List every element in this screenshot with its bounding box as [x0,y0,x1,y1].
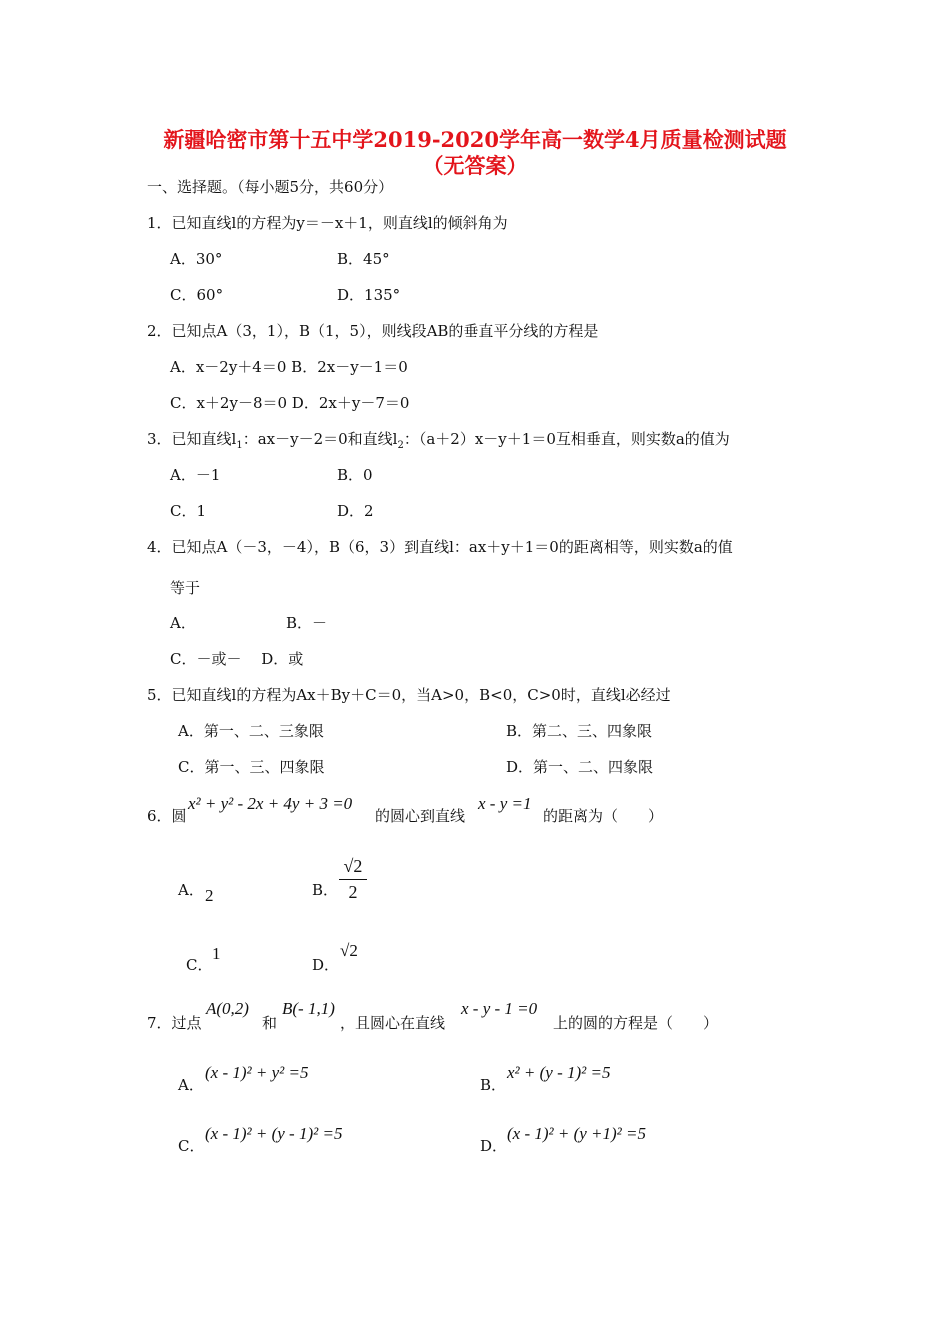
line-equation: x - y =1 [478,794,532,813]
question-2-options-ab: A．x－2y＋4＝0 B．2x－y－1＝0 [170,358,408,376]
question-7-option-b-label: B． [480,1076,507,1094]
fraction-root2-over-2 [339,856,367,903]
question-7-option-d-equation: (x - 1)² + (y +1)² =5 [507,1124,647,1143]
fraction-bar [339,879,367,880]
question-6-mid: 的圆心到直线 [375,807,466,825]
question-3-option-a: A．－1 [170,466,221,484]
question-6-option-c-value: 1 [212,944,221,963]
question-1-option-d: D．135° [337,286,401,304]
subscript-2: 2 [397,440,404,451]
question-6-option-d-label: D． [312,956,340,974]
question-7-option-a-label: A． [178,1076,204,1094]
question-3-stem [147,429,730,456]
question-3-stem-part2: ：ax－y－2＝0和直线l [242,430,398,448]
question-5-option-d: D．第一、二、四象限 [506,758,654,776]
question-5-option-b: B．第二、三、四象限 [506,722,653,740]
question-6-suffix: 的距离为（ ） [543,807,664,825]
question-1-option-a: A．30° [170,250,223,268]
question-4-stem: 4．已知点A（－3，－4），B（6，3）到直线l：ax＋y＋1＝0的距离相等，则实数a的值 [147,538,733,556]
question-3-option-c: C．1 [170,502,207,520]
question-2-options-cd: C．x＋2y－8＝0 D．2x＋y－7＝0 [170,394,410,412]
question-1-stem: 1．已知直线l的方程为y＝－x＋1，则直线l的倾斜角为 [147,214,508,232]
question-6-option-a-value: 2 [205,886,214,905]
question-3-option-b: B．0 [337,466,373,484]
question-3-option-d: D．2 [337,502,374,520]
document-title: 新疆哈密市第十五中学2019-2020学年高一数学4月质量检测试题 [163,127,787,152]
question-5-stem: 5．已知直线l的方程为Ax＋By＋C＝0，当A>0，B<0，C>0时，直线l必经过 [147,686,671,704]
section-heading: 一、选择题。（每小题5分，共60分） [147,178,394,196]
question-2-stem: 2．已知点A（3，1），B（1，5），则线段AB的垂直平分线的方程是 [147,322,599,340]
question-3-stem-part3: ：（a＋2）x－y＋1＝0互相垂直，则实数a的值为 [403,430,730,448]
question-4-stem-continued: 等于 [170,579,201,597]
question-7-and: 和 [262,1014,278,1032]
question-4-option-a: A． [170,614,196,632]
fraction-numerator: √2 [343,856,363,876]
question-6-option-c-label: C． [186,956,213,974]
question-5-option-a: A．第一、二、三象限 [178,722,324,740]
question-6-option-a-label: A． [178,881,204,899]
question-7-suffix: 上的圆的方程是（ ） [553,1014,719,1032]
question-6-option-b-label: B． [312,881,339,899]
question-7-mid: ，且圆心在直线 [340,1014,446,1032]
subscript-1: 1 [236,440,243,451]
fraction-denominator: 2 [348,882,358,902]
circle-equation: x² + y² - 2x + 4y + 3 =0 [188,794,353,813]
point-b: B(- 1,1) [282,999,335,1018]
question-3-stem-part1: 3．已知直线l [147,430,237,448]
question-4-options-cd: C．－或－ D．或 [170,650,304,668]
point-a: A(0,2) [206,999,249,1018]
question-6-option-d-value: √2 [340,941,358,960]
question-7-option-a-equation: (x - 1)² + y² =5 [205,1063,309,1082]
question-4-option-b: B．－ [286,614,328,632]
question-1-option-b: B．45° [337,250,390,268]
question-7-option-c-equation: (x - 1)² + (y - 1)² =5 [205,1124,343,1143]
document-subtitle: （无答案） [422,153,528,178]
question-7-option-b-equation: x² + (y - 1)² =5 [507,1063,611,1082]
question-6-prefix: 6．圆 [147,807,187,825]
question-7-prefix: 7．过点 [147,1014,202,1032]
question-7-option-d-label: D． [480,1137,508,1155]
question-7-option-c-label: C． [178,1137,205,1155]
center-line-equation: x - y - 1 =0 [461,999,538,1018]
question-1-option-c: C．60° [170,286,224,304]
question-5-option-c: C．第一、三、四象限 [178,758,325,776]
